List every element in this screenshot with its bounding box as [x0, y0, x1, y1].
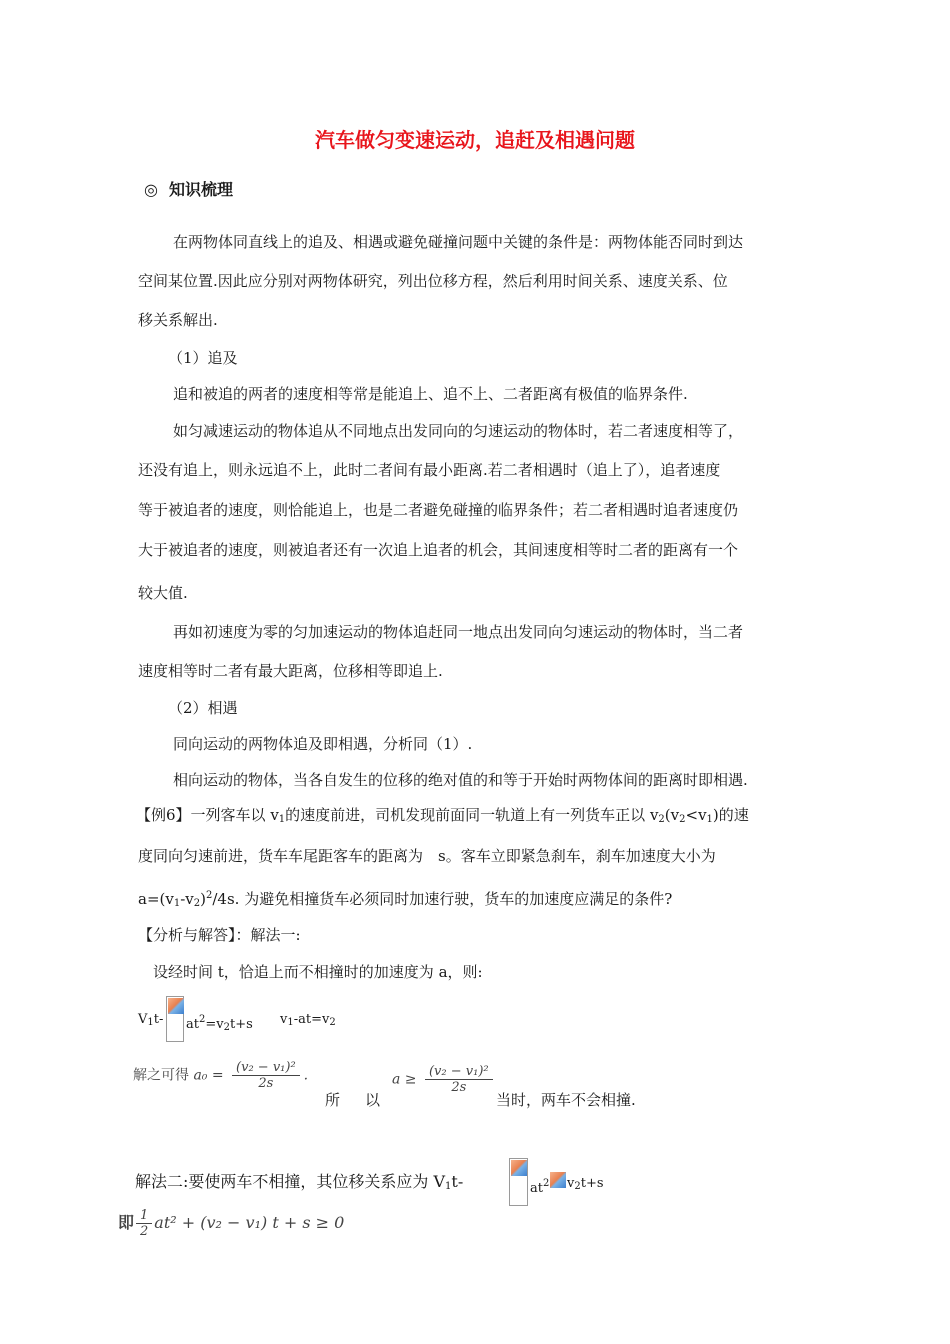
inequality-formula-image: a ≥ $\frac{\text{(v₂ − v₁)²}}{2s}$ [392, 1064, 497, 1095]
para4-line1: 再如初速度为零的匀加速运动的物体追赶同一地点出发同向匀速运动的物体时，当二者 [173, 623, 744, 641]
fraction: $\frac{\text{(v₂ − v₁)²}}{2s}$ [232, 1060, 300, 1091]
subheading-meet: （2）相遇 [168, 699, 238, 717]
para5: 同向运动的两物体追及即相遇，分析同（1）. [173, 735, 473, 753]
analysis-label: 【分析与解答】：解法一: [138, 926, 301, 944]
example-line2: 度同向匀速前进，货车车尾距客车的距离为 s。客车立即紧急刹车，刹车加速度大小为 [138, 847, 716, 865]
so-text-1: 所 [325, 1091, 341, 1109]
para4-line2: 速度相等时二者有最大距离，位移相等即追上. [138, 662, 443, 680]
para3-line5: 较大值. [138, 584, 188, 602]
para1-line2: 空间某位置.因此应分别对两物体研究，列出位移方程，然后利用时间关系、速度关系、位 [138, 272, 728, 290]
section-heading [143, 177, 233, 200]
so-text-2: 以 [365, 1091, 381, 1109]
method2-inequality-image: 即 $\frac{1}{2}$ at² + (v₂ − v₁) t + s ≥ 0 [118, 1208, 345, 1239]
method2-text: 解法二:要使两车不相撞，其位移关系应为 $V_1t-$ [135, 1172, 464, 1192]
equation-line1: $V_1t-$ [138, 1012, 164, 1028]
when-text: 当时，两车不会相撞. [496, 1091, 636, 1109]
method2-formula: $at^2$ [530, 1178, 550, 1196]
equation-line1-rest: $at^2=v_2t+s$ [186, 1014, 253, 1033]
solution-formula-image: 解之可得 a₀ = $\frac{\text{(v₂ − v₁)²}}{2s}$ . [133, 1060, 309, 1091]
para3-line2: 还没有追上，则永远追不上，此时二者间有最小距离.若二者相遇时（追上了），追者速度 [138, 461, 721, 479]
broken-image-icon [550, 1172, 567, 1189]
broken-image-icon [166, 996, 184, 1042]
para1-line1: 在两物体同直线上的追及、相遇或避免碰撞问题中关键的条件是：两物体能否同时到达 [173, 233, 744, 251]
fraction: $\frac{\text{(v₂ − v₁)²}}{2s}$ [425, 1064, 493, 1095]
para3-line3: 等于被追者的速度，则恰能追上，也是二者避免碰撞的临界条件；若二者相遇时追者速度仍 [138, 501, 739, 519]
equation-line2: $v_1-at=v_2$ [280, 1012, 336, 1028]
para3-line1: 如匀减速运动的物体追从不同地点出发同向的匀速运动的物体时，若二者速度相等了， [173, 422, 744, 440]
para2: 追和被追的两者的速度相等常是能追上、追不上、二者距离有极值的临界条件. [173, 385, 688, 403]
fraction: $\frac{1}{2}$ [136, 1208, 152, 1239]
double-circle-icon: ◎ [144, 180, 158, 199]
page-title: 汽车做匀变速运动，追赶及相遇问题 [315, 128, 635, 152]
para6: 相向运动的物体，当各自发生的位移的绝对值的和等于开始时两物体间的距离时即相遇. [173, 771, 748, 789]
analysis-setup: 设经时间 t，恰追上而不相撞时的加速度为 a，则: [153, 963, 483, 981]
example-label: 【例6】 [136, 806, 191, 824]
broken-image-icon [509, 1158, 528, 1206]
para3-line4: 大于被追者的速度，则被追者还有一次追上追者的机会，其间速度相等时二者的距离有一个 [138, 541, 739, 559]
example-line3: $a=(v_1-v_2)^2/4s$. 为避免相撞货车必须同时加速行驶，货车的加速度应满足的条件? [138, 890, 673, 909]
section-heading-text: 知识梳理 [169, 180, 234, 199]
para1-line3: 移关系解出. [138, 311, 218, 329]
method2-formula-rest: $v_2t+s$ [567, 1176, 604, 1192]
example-line1: 【例6】一列客车以 $v_1$的速度前进，司机发现前面同一轨道上有一列货车正以 $v_2(v_2<v_1)$的速 [136, 806, 749, 825]
subheading-chase: （1）追及 [168, 349, 238, 367]
